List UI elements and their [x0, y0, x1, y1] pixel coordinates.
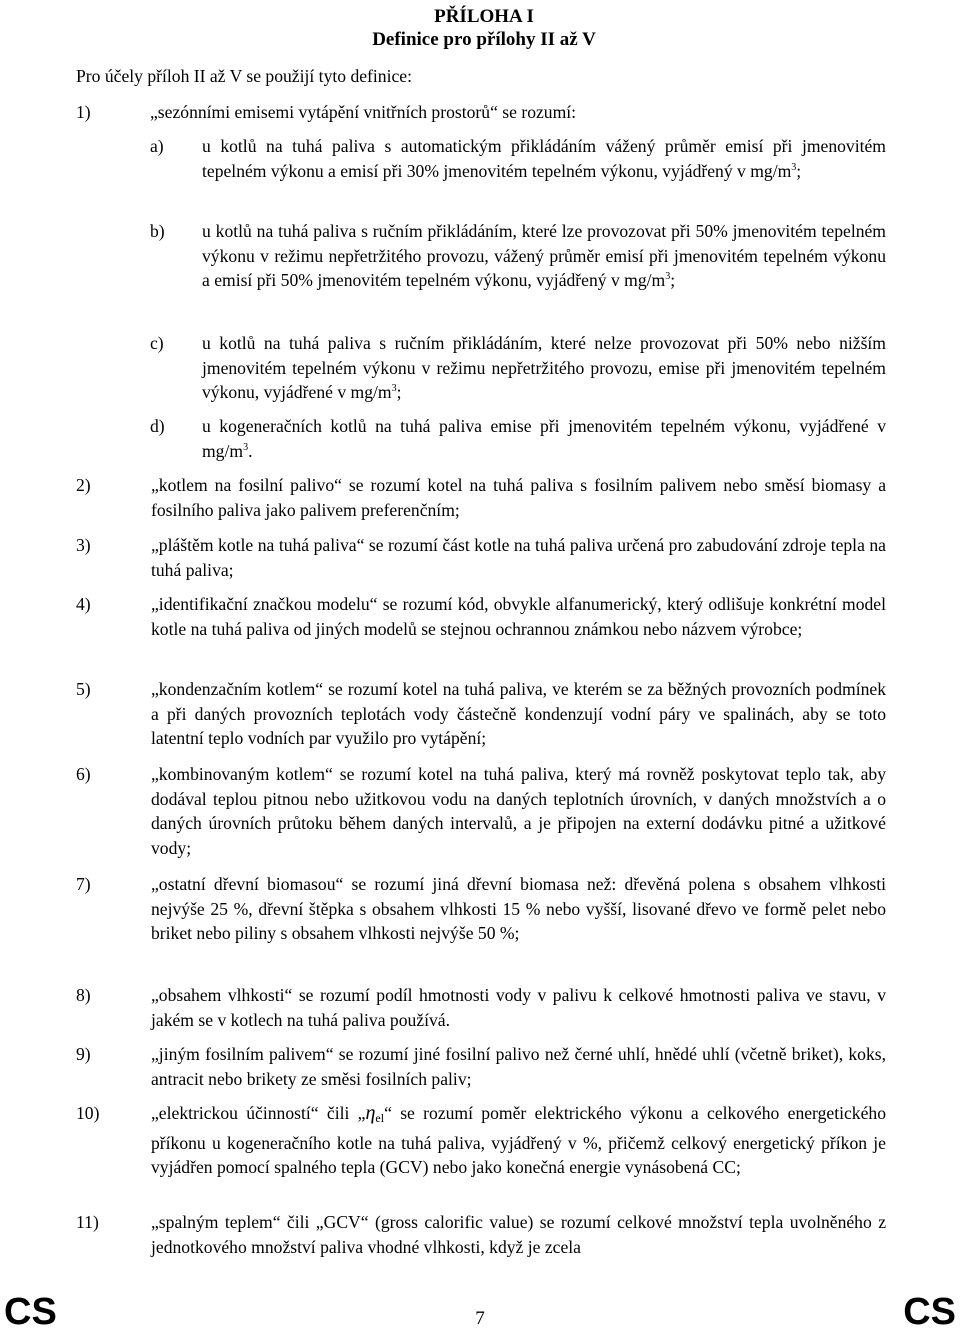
- intro-paragraph: Pro účely příloh II až V se použijí tyto definice:: [76, 66, 412, 86]
- definition-number: 7): [76, 874, 91, 894]
- definition-9: [76, 1042, 886, 1091]
- subitem-label: c): [150, 333, 164, 353]
- definition-number: 3): [76, 535, 91, 555]
- subitem-text: u kogeneračních kotlů na tuhá paliva emise při jmenovitém tepelném výkonu, vyjádřené v $mg/m^3$.: [202, 416, 886, 461]
- definition-text: „ostatní dřevní biomasou“ se rozumí jiná dřevní biomasa než: dřevěná polena s obsahem vlhkosti nejvýše 25 %, dřevní štěpka s obsahem vlhkosti 15 % nebo vyšší, lisované dřevo ve formě pelet nebo briket nebo piliny s obsahem vlhkosti nejvýše 50 %;: [151, 874, 886, 943]
- definition-3: [76, 533, 886, 582]
- subitem-text: u kotlů na tuhá paliva s automatickým přikládáním vážený průměr emisí při jmenovitém tepelném výkonu a emisí při 30% jmenovitém tepelném výkonu, vyjádřený v $mg/m^3$;: [202, 136, 886, 181]
- subitem-c: [150, 331, 886, 405]
- definition-number: 6): [76, 764, 91, 784]
- annex-title: PŘÍLOHA I: [434, 6, 534, 27]
- definition-number: 1): [76, 102, 91, 122]
- eta-symbol: η: [365, 1102, 376, 1124]
- subitem-label: d): [150, 416, 165, 436]
- definition-text: „pláštěm kotle na tuhá paliva“ se rozumí část kotle na tuhá paliva určená pro zabudování zdroje tepla na tuhá paliva;: [151, 535, 886, 580]
- definition-4: [76, 592, 886, 641]
- definition-number: 11): [76, 1212, 99, 1232]
- subitem-text: u kotlů na tuhá paliva s ručním přikládáním, které lze provozovat při 50% jmenovitém tepelném výkonu v režimu nepřetržitého provozu, vážený průměr emisí při jmenovitém tepelném výkonu a emisí při 50% jmenovitém tepelném výkonu, vyjádřený v $mg/m^3$;: [202, 221, 886, 290]
- definition-number: 10): [76, 1103, 100, 1123]
- subitem-b: [150, 219, 886, 293]
- definition-text: „kombinovaným kotlem“ se rozumí kotel na tuhá paliva, který má rovněž poskytovat teplo tak, aby dodával teplou pitnou nebo užitkovou vodu na daných teplotních úrovních, v daných množstvích a o daných úrovních průtoku během daných intervalů, a je připojen na externí dodávku pitné a užitkové vody;: [151, 764, 886, 858]
- definition-text: „spalným teplem“ čili „GCV“ (gross calorific value) se rozumí celkové množství tepla uvolněného z jednotkového množství paliva vhodné vlhkosti, když je zcela: [151, 1212, 886, 1257]
- definition-text: „identifikační značkou modelu“ se rozumí kód, obvykle alfanumerický, který odlišuje konkrétní model kotle na tuhá paliva od jiných modelů se stejnou ochrannou známkou nebo názvem výrobce;: [151, 594, 886, 639]
- subitem-d: [150, 414, 886, 463]
- page-number: 7: [475, 1308, 485, 1329]
- definition-6: [76, 762, 886, 860]
- definition-text: „kondenzačním kotlem“ se rozumí kotel na tuhá paliva, ve kterém se za běžných provozních podmínek a při daných provozních teplotách vody částečně kondenzují vodní páry ve spalinách, aby se toto latentní teplo vodních par využilo pro vytápění;: [151, 679, 886, 748]
- definition-text: „obsahem vlhkosti“ se rozumí podíl hmotnosti vody v palivu k celkové hmotnosti paliva ve stavu, v jakém se v kotlech na tuhá paliva používá.: [151, 985, 886, 1030]
- subitem-a: [150, 134, 886, 183]
- language-code-right: CS: [903, 1291, 956, 1333]
- definition-number: 5): [76, 679, 91, 699]
- language-code-left: CS: [4, 1291, 57, 1333]
- subitem-label: b): [150, 221, 165, 241]
- eta-subscript: el: [375, 1111, 385, 1125]
- subitem-text: u kotlů na tuhá paliva s ručním přikládáním, které nelze provozovat při 50% nebo nižším jmenovitém tepelném výkonu v režimu nepřetržitého provozu, emise při jmenovitém tepelném výkonu, vyjádřené v $mg/m^3$;: [202, 333, 886, 402]
- definition-5: [76, 677, 886, 751]
- definition-text: „kotlem na fosilní palivo“ se rozumí kotel na tuhá paliva s fosilním palivem nebo směsí biomasy a fosilního paliva jako palivem preferenčním;: [151, 475, 886, 520]
- definition-7: [76, 872, 886, 946]
- definition-1: [76, 100, 896, 124]
- definition-11: [76, 1210, 886, 1259]
- definition-text: „jiným fosilním palivem“ se rozumí jiné fosilní palivo než černé uhlí, hnědé uhlí (včetně briket), koks, antracit nebo brikety ze směsi fosilních paliv;: [151, 1044, 886, 1089]
- definition-number: 2): [76, 475, 91, 495]
- definition-number: 4): [76, 594, 91, 614]
- definition-8: [76, 983, 886, 1032]
- definition-text: „elektrickou účinností“ čili „ηel“ se rozumí poměr elektrického výkonu a celkového energetického příkonu u kogeneračního kotle na tuhá paliva, vyjádřený v %, přičemž celkový energetický příkon je vyjádřen pomocí spalného tepla (GCV) nebo jako konečná energie vynásobená CC;: [151, 1102, 886, 1177]
- definition-text: „sezónními emisemi vytápění vnitřních prostorů“ se rozumí:: [150, 102, 577, 122]
- definition-number: 8): [76, 985, 91, 1005]
- definition-10: [76, 1101, 886, 1180]
- subitem-label: a): [150, 136, 164, 156]
- definition-2: [76, 473, 886, 522]
- annex-subtitle: Definice pro přílohy II až V: [372, 29, 596, 50]
- definition-number: 9): [76, 1044, 91, 1064]
